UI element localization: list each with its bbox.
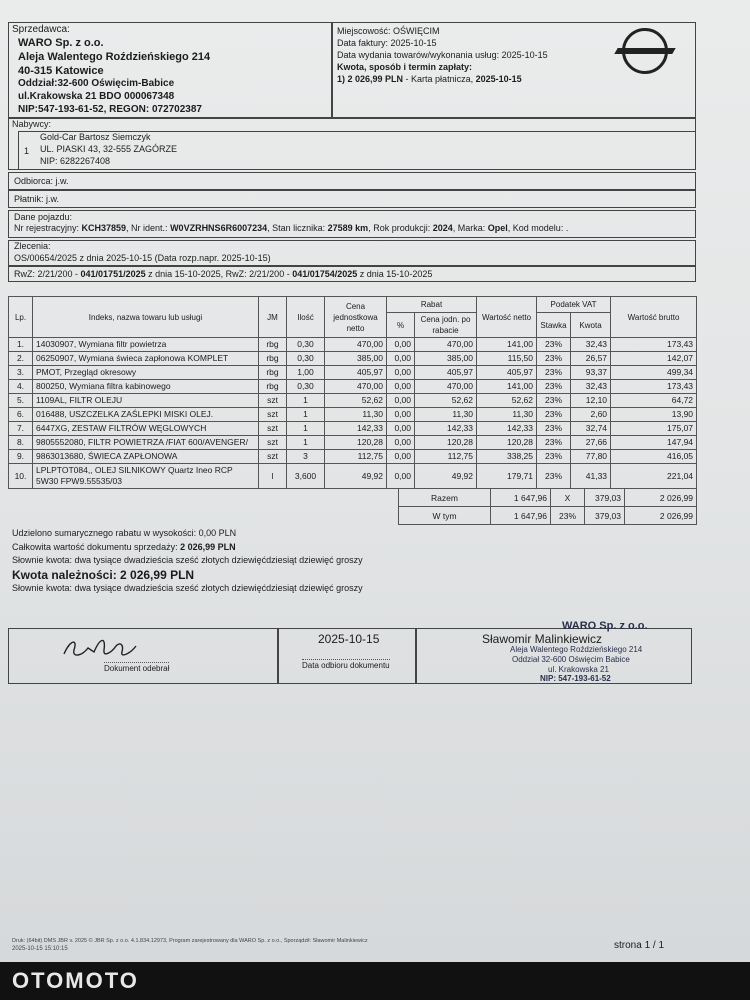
row-qty: 3,600 xyxy=(287,464,325,489)
incl-vat: 379,03 xyxy=(585,507,625,525)
summary-total-row xyxy=(399,489,697,507)
row-gross: 64,72 xyxy=(611,394,697,408)
seller-heading: Sprzedawca: xyxy=(12,24,70,35)
col-unit: JM xyxy=(259,297,287,338)
stamp-nip: NIP: 547-193-61-52 xyxy=(540,674,611,683)
amount-in-words-2: Słownie kwota: dwa tysiące dwadzieścia sześć złotych dziewięćdziesiąt dziewięć groszy xyxy=(12,583,363,593)
orders-line: OS/00654/2025 z dnia 2025-10-15 (Data rozp.napr. 2025-10-15) xyxy=(14,253,271,263)
row-net: 338,25 xyxy=(477,450,537,464)
stamp-name: WARO Sp. z o.o. xyxy=(562,620,648,632)
row-lp: 5. xyxy=(9,394,33,408)
table-row xyxy=(9,436,697,450)
row-net: 115,50 xyxy=(477,352,537,366)
row-qty: 1 xyxy=(287,436,325,450)
col-qty: Ilość xyxy=(287,297,325,338)
amount-due-value: 2 026,99 PLN xyxy=(120,568,195,582)
total-gross: 2 026,99 xyxy=(625,489,697,507)
payer-box xyxy=(8,190,696,208)
table-row xyxy=(9,408,697,422)
row-vat-amount: 32,43 xyxy=(571,338,611,352)
row-price: 405,97 xyxy=(325,366,387,380)
payment-date: 2025-10-15 xyxy=(475,74,522,84)
payment-line xyxy=(337,74,522,84)
incl-label: W tym xyxy=(399,507,491,525)
row-qty: 1 xyxy=(287,394,325,408)
row-name: LPLPTOT084,, OLEJ SILNIKOWY Quartz Ineo RCP 5W30 FPW9.55535/03 xyxy=(33,464,259,489)
row-disc-pct: 0,00 xyxy=(387,366,415,380)
page-number: strona 1 / 1 xyxy=(614,940,665,951)
row-disc-pct: 0,00 xyxy=(387,464,415,489)
row-net: 141,00 xyxy=(477,380,537,394)
vehicle-reg-label: Nr rejestracyjny: xyxy=(14,223,82,233)
table-row xyxy=(9,394,697,408)
col-lp: Lp. xyxy=(9,297,33,338)
buyer-address: UL. PIASKI 43, 32-555 ZAGÓRZE xyxy=(40,144,178,154)
vehicle-mileage-label: , Stan licznika: xyxy=(267,223,328,233)
row-lp: 3. xyxy=(9,366,33,380)
row-net: 405,97 xyxy=(477,366,537,380)
row-disc-price: 470,00 xyxy=(415,380,477,394)
row-unit: szt xyxy=(259,450,287,464)
row-qty: 0,30 xyxy=(287,352,325,366)
row-vat-rate: 23% xyxy=(537,352,571,366)
row-vat-amount: 77,80 xyxy=(571,450,611,464)
row-price: 120,28 xyxy=(325,436,387,450)
row-gross: 173,43 xyxy=(611,380,697,394)
row-disc-price: 52,62 xyxy=(415,394,477,408)
vehicle-make: Opel xyxy=(487,223,508,233)
row-qty: 1,00 xyxy=(287,366,325,380)
row-disc-price: 11,30 xyxy=(415,408,477,422)
rwz-line xyxy=(14,269,432,279)
vehicle-model-code: , Kod modelu: . xyxy=(507,223,569,233)
row-net: 120,28 xyxy=(477,436,537,450)
row-qty: 3 xyxy=(287,450,325,464)
row-price: 142,33 xyxy=(325,422,387,436)
otomoto-watermark: OTOMOTO xyxy=(12,968,139,993)
seller-ids: NIP:547-193-61-52, REGON: 072702387 xyxy=(18,104,202,115)
stamp-branch: Oddział 32-600 Oświęcim Babice xyxy=(512,655,630,664)
row-gross: 221,04 xyxy=(611,464,697,489)
table-row xyxy=(9,338,697,352)
row-disc-pct: 0,00 xyxy=(387,436,415,450)
total-vat: 379,03 xyxy=(585,489,625,507)
row-gross: 499,34 xyxy=(611,366,697,380)
discount-note: Udzielono sumarycznego rabatu w wysokości: 0,00 PLN xyxy=(12,528,237,538)
row-disc-price: 470,00 xyxy=(415,338,477,352)
signature-box xyxy=(8,628,278,684)
col-net: Wartość netto xyxy=(477,297,537,338)
stamp-street2: ul. Krakowska 21 xyxy=(548,665,609,674)
row-unit: szt xyxy=(259,408,287,422)
row-disc-price: 142,33 xyxy=(415,422,477,436)
seller-street: Aleja Walentego Roździeńskiego 214 xyxy=(18,51,211,63)
row-qty: 0,30 xyxy=(287,338,325,352)
row-vat-amount: 26,57 xyxy=(571,352,611,366)
amount-in-words-1: Słownie kwota: dwa tysiące dwadzieścia sześć złotych dziewięćdziesiąt dziewięć groszy xyxy=(12,555,363,565)
payment-method: - Karta płatnicza, xyxy=(403,74,476,84)
row-vat-amount: 93,37 xyxy=(571,366,611,380)
row-disc-price: 405,97 xyxy=(415,366,477,380)
row-disc-pct: 0,00 xyxy=(387,450,415,464)
seller-branch-street: ul.Krakowska 21 BDO 000067348 xyxy=(18,91,175,102)
row-vat-rate: 23% xyxy=(537,338,571,352)
row-gross: 142,07 xyxy=(611,352,697,366)
row-vat-rate: 23% xyxy=(537,464,571,489)
row-gross: 13,90 xyxy=(611,408,697,422)
vehicle-heading: Dane pojazdu: xyxy=(14,212,73,222)
vehicle-vin: W0VZRHNS6R6007234 xyxy=(170,223,268,233)
received-label: Dokument odebrał xyxy=(104,664,170,673)
row-vat-rate: 23% xyxy=(537,450,571,464)
row-vat-amount: 32,74 xyxy=(571,422,611,436)
col-vat: Podatek VAT xyxy=(537,297,611,313)
row-unit: szt xyxy=(259,422,287,436)
summary-incl-row xyxy=(399,507,697,525)
row-unit: szt xyxy=(259,394,287,408)
seller-city: 40-315 Katowice xyxy=(18,65,104,77)
row-unit: l xyxy=(259,464,287,489)
payment-amount: 1) 2 026,99 PLN xyxy=(337,74,404,84)
row-name: 9863013680, ŚWIECA ZAPŁONOWA xyxy=(33,450,259,464)
signature-scribble xyxy=(60,632,140,662)
col-gross: Wartość brutto xyxy=(611,297,697,338)
row-price: 11,30 xyxy=(325,408,387,422)
row-price: 49,92 xyxy=(325,464,387,489)
row-vat-rate: 23% xyxy=(537,366,571,380)
row-name: 016488, USZCZELKA ZAŚLEPKI MISKI OLEJ. xyxy=(33,408,259,422)
buyer-name: Gold-Car Bartosz Siemczyk xyxy=(40,132,151,142)
print-timestamp: 2025-10-15 15:10:15 xyxy=(12,946,68,952)
rwz-part-e: z dnia 15-10-2025 xyxy=(357,269,433,279)
row-disc-pct: 0,00 xyxy=(387,352,415,366)
row-qty: 1 xyxy=(287,408,325,422)
row-name: 14030907, Wymiana filtr powietrza xyxy=(33,338,259,352)
row-disc-pct: 0,00 xyxy=(387,408,415,422)
table-row xyxy=(9,464,697,489)
row-unit: rbg xyxy=(259,366,287,380)
row-net: 179,71 xyxy=(477,464,537,489)
row-gross: 175,07 xyxy=(611,422,697,436)
total-label: Razem xyxy=(399,489,491,507)
row-vat-rate: 23% xyxy=(537,408,571,422)
row-disc-price: 112,75 xyxy=(415,450,477,464)
seller-name: WARO Sp. z o.o. xyxy=(18,37,104,49)
row-unit: rbg xyxy=(259,352,287,366)
vehicle-vin-label: , Nr ident.: xyxy=(126,223,171,233)
row-vat-amount: 41,33 xyxy=(571,464,611,489)
items-table xyxy=(8,296,697,489)
issuer-name: Sławomir Malinkiewicz xyxy=(482,632,603,646)
row-name: 800250, Wymiana filtra kabinowego xyxy=(33,380,259,394)
vehicle-reg: KCH37859 xyxy=(81,223,127,233)
vehicle-mileage: 27589 km xyxy=(327,223,369,233)
total-rate: X xyxy=(551,489,585,507)
vehicle-make-label: , Marka: xyxy=(452,223,488,233)
table-row xyxy=(9,352,697,366)
row-vat-rate: 23% xyxy=(537,436,571,450)
row-price: 470,00 xyxy=(325,380,387,394)
total-net: 1 647,96 xyxy=(491,489,551,507)
rwz-doc-2: 041/01754/2025 xyxy=(292,269,358,279)
doc-value xyxy=(12,542,236,552)
row-disc-price: 120,28 xyxy=(415,436,477,450)
row-gross: 416,05 xyxy=(611,450,697,464)
row-unit: rbg xyxy=(259,380,287,394)
rwz-part-a: RwZ: 2/21/200 - xyxy=(14,269,81,279)
table-row xyxy=(9,366,697,380)
buyer-heading: Nabywcy: xyxy=(12,119,52,129)
vehicle-year-label: , Rok produkcji: xyxy=(368,223,433,233)
row-vat-amount: 27,66 xyxy=(571,436,611,450)
rwz-part-c: z dnia 15-10-2025, RwZ: 2/21/200 - xyxy=(145,269,293,279)
row-vat-rate: 23% xyxy=(537,422,571,436)
table-row xyxy=(9,380,697,394)
row-name: PMOT, Przegląd okresowy xyxy=(33,366,259,380)
row-vat-amount: 12,10 xyxy=(571,394,611,408)
col-price: Cena jednostkowa netto xyxy=(325,297,387,338)
row-lp: 4. xyxy=(9,380,33,394)
invoice-date: Data faktury: 2025-10-15 xyxy=(337,38,437,48)
col-vat-rate: Stawka xyxy=(537,313,571,338)
row-name: 1109AL, FILTR OLEJU xyxy=(33,394,259,408)
row-gross: 147,94 xyxy=(611,436,697,450)
row-net: 141,00 xyxy=(477,338,537,352)
row-lp: 6. xyxy=(9,408,33,422)
col-vat-amount: Kwota xyxy=(571,313,611,338)
row-disc-pct: 0,00 xyxy=(387,422,415,436)
row-net: 11,30 xyxy=(477,408,537,422)
row-lp: 9. xyxy=(9,450,33,464)
vehicle-details xyxy=(14,223,568,233)
payment-label: Kwota, sposób i termin zapłaty: xyxy=(337,62,473,72)
row-lp: 1. xyxy=(9,338,33,352)
row-lp: 8. xyxy=(9,436,33,450)
items-body xyxy=(9,338,697,489)
recipient: Odbiorca: j.w. xyxy=(14,176,69,186)
row-net: 142,33 xyxy=(477,422,537,436)
row-lp: 7. xyxy=(9,422,33,436)
row-vat-rate: 23% xyxy=(537,380,571,394)
buyer-index: 1 xyxy=(24,146,30,156)
row-vat-amount: 32,43 xyxy=(571,380,611,394)
row-price: 385,00 xyxy=(325,352,387,366)
table-row xyxy=(9,450,697,464)
row-vat-rate: 23% xyxy=(537,394,571,408)
buyer-nip: NIP: 6282267408 xyxy=(40,156,111,166)
doc-value-label: Całkowita wartość dokumentu sprzedaży: xyxy=(12,542,181,552)
col-discount: Rabat xyxy=(387,297,477,313)
delivery-date: Data wydania towarów/wykonania usług: 2025-10-15 xyxy=(337,50,548,60)
row-qty: 1 xyxy=(287,422,325,436)
row-vat-amount: 2,60 xyxy=(571,408,611,422)
summary-table xyxy=(398,488,697,525)
col-name: Indeks, nazwa towaru lub usługi xyxy=(33,297,259,338)
row-net: 52,62 xyxy=(477,394,537,408)
recipient-box xyxy=(8,172,696,190)
incl-gross: 2 026,99 xyxy=(625,507,697,525)
place: Miejscowość: OŚWIĘCIM xyxy=(337,26,440,36)
row-lp: 2. xyxy=(9,352,33,366)
stamp-street: Aleja Walentego Roździeńskiego 214 xyxy=(510,645,643,654)
table-row xyxy=(9,422,697,436)
col-disc-pct: % xyxy=(387,313,415,338)
receipt-date-label: Data odbioru dokumentu xyxy=(302,661,390,670)
print-info-line: Druk: (64bit) DMS JBR v. 2025 © JBR Sp. z o.o. 4.1.834.12973, Program zarejestrowany dla WARO Sp. z o.o., Sporządził: Sławomir Malinkiewicz xyxy=(12,938,368,944)
row-disc-pct: 0,00 xyxy=(387,380,415,394)
rwz-doc-1: 041/01751/2025 xyxy=(80,269,146,279)
row-disc-price: 49,92 xyxy=(415,464,477,489)
row-disc-pct: 0,00 xyxy=(387,338,415,352)
row-name: 06250907, Wymiana świeca zapłonowa KOMPLET xyxy=(33,352,259,366)
orders-heading: Zlecenia: xyxy=(14,241,51,251)
row-unit: szt xyxy=(259,436,287,450)
amount-due xyxy=(12,568,194,582)
row-gross: 173,43 xyxy=(611,338,697,352)
row-price: 52,62 xyxy=(325,394,387,408)
row-price: 470,00 xyxy=(325,338,387,352)
vehicle-year: 2024 xyxy=(432,223,453,233)
row-unit: rbg xyxy=(259,338,287,352)
row-name: 9805552080, FILTR POWIETRZA /FIAT 600/AVENGER/ xyxy=(33,436,259,450)
row-lp: 10. xyxy=(9,464,33,489)
row-disc-pct: 0,00 xyxy=(387,394,415,408)
payer: Płatnik: j.w. xyxy=(14,194,60,204)
amount-due-label: Kwota należności: xyxy=(12,568,121,582)
doc-value-amount: 2 026,99 PLN xyxy=(180,542,236,552)
row-price: 112,75 xyxy=(325,450,387,464)
row-qty: 0,30 xyxy=(287,380,325,394)
row-name: 6447XG, ZESTAW FILTRÓW WĘGLOWYCH xyxy=(33,422,259,436)
seller-branch: Oddział:32-600 Oświęcim-Babice xyxy=(18,78,175,89)
col-disc-price: Cena jodn. po rabacie xyxy=(415,313,477,338)
incl-rate: 23% xyxy=(551,507,585,525)
row-disc-price: 385,00 xyxy=(415,352,477,366)
receipt-date: 2025-10-15 xyxy=(318,632,380,646)
incl-net: 1 647,96 xyxy=(491,507,551,525)
